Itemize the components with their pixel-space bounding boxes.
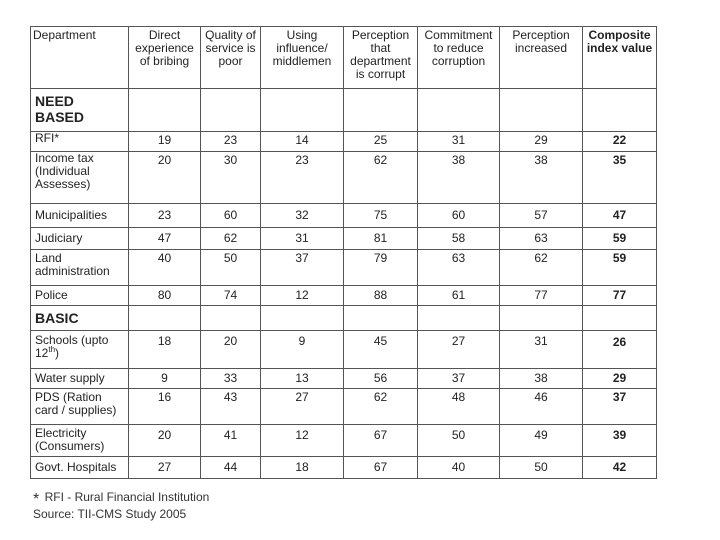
composite-index-value: 37 — [583, 389, 657, 425]
quality-poor-value: 20 — [201, 331, 261, 369]
perception-corrupt-value: 25 — [344, 132, 418, 152]
composite-index-value: 26 — [583, 331, 657, 369]
header-commitment: Commitment to reduce corruption — [418, 27, 500, 89]
quality-poor-value: 23 — [201, 132, 261, 152]
quality-poor-value: 41 — [201, 425, 261, 457]
table-row — [31, 369, 657, 389]
perception-increased-value: 49 — [500, 425, 583, 457]
department-name: Income tax (Individual Assesses) — [31, 152, 129, 204]
commitment-value: 40 — [418, 457, 500, 479]
perception-corrupt-value: 81 — [344, 228, 418, 250]
perception-increased-value: 29 — [500, 132, 583, 152]
composite-index-value: 35 — [583, 152, 657, 204]
header-perception-increased: Perception increased — [500, 27, 583, 89]
quality-poor-value: 50 — [201, 250, 261, 286]
composite-index-value: 77 — [583, 286, 657, 306]
commitment-value: 60 — [418, 204, 500, 228]
quality-poor-value: 44 — [201, 457, 261, 479]
header-department: Department — [31, 27, 129, 89]
section-row-basic — [31, 306, 657, 331]
table-row — [31, 457, 657, 479]
perception-corrupt-value: 67 — [344, 457, 418, 479]
using-influence-value: 18 — [261, 457, 344, 479]
perception-increased-value: 46 — [500, 389, 583, 425]
direct-experience-value: 20 — [129, 152, 201, 204]
using-influence-value: 27 — [261, 389, 344, 425]
department-name: Water supply — [31, 369, 129, 389]
commitment-value: 63 — [418, 250, 500, 286]
department-name: Police — [31, 286, 129, 306]
perception-corrupt-value: 62 — [344, 389, 418, 425]
using-influence-value: 9 — [261, 331, 344, 369]
department-name: Govt. Hospitals — [31, 457, 129, 479]
table-row — [31, 228, 657, 250]
department-name-superscript: th — [48, 345, 56, 354]
department-name: RFI* — [31, 132, 129, 152]
table-row — [31, 250, 657, 286]
perception-corrupt-value: 88 — [344, 286, 418, 306]
composite-index-value: 47 — [583, 204, 657, 228]
composite-index-value: 42 — [583, 457, 657, 479]
composite-index-value: 22 — [583, 132, 657, 152]
using-influence-value: 32 — [261, 204, 344, 228]
quality-poor-value: 33 — [201, 369, 261, 389]
department-name: Municipalities — [31, 204, 129, 228]
direct-experience-value: 18 — [129, 331, 201, 369]
department-name: Judiciary — [31, 228, 129, 250]
quality-poor-value: 43 — [201, 389, 261, 425]
header-using-influence: Using influence/ middlemen — [261, 27, 344, 89]
commitment-value: 61 — [418, 286, 500, 306]
quality-poor-value: 30 — [201, 152, 261, 204]
table-row — [31, 331, 657, 369]
footnote-source: Source: TII-CMS Study 2005 — [33, 507, 187, 521]
commitment-value: 48 — [418, 389, 500, 425]
perception-increased-value: 50 — [500, 457, 583, 479]
department-name: Electricity (Consumers) — [31, 425, 129, 457]
direct-experience-value: 47 — [129, 228, 201, 250]
direct-experience-value: 20 — [129, 425, 201, 457]
department-name: Land administration — [31, 250, 129, 286]
direct-experience-value: 27 — [129, 457, 201, 479]
header-row — [31, 27, 657, 89]
department-name — [31, 331, 129, 369]
perception-corrupt-value: 75 — [344, 204, 418, 228]
header-perception-corrupt: Perception that department is corrupt — [344, 27, 418, 89]
perception-corrupt-value: 62 — [344, 152, 418, 204]
section-label-basic: BASIC — [31, 306, 129, 331]
quality-poor-value: 74 — [201, 286, 261, 306]
composite-index-value: 59 — [583, 228, 657, 250]
department-name-suffix: ) — [55, 346, 60, 360]
table-row — [31, 389, 657, 425]
direct-experience-value: 40 — [129, 250, 201, 286]
table-row — [31, 425, 657, 457]
table-row — [31, 286, 657, 306]
using-influence-value: 13 — [261, 369, 344, 389]
perception-corrupt-value: 45 — [344, 331, 418, 369]
perception-corrupt-value: 79 — [344, 250, 418, 286]
footnote-asterisk: * — [33, 491, 40, 508]
department-name-prefix: Schools (upto 12 — [35, 333, 109, 360]
commitment-value: 27 — [418, 331, 500, 369]
commitment-value: 50 — [418, 425, 500, 457]
using-influence-value: 23 — [261, 152, 344, 204]
perception-increased-value: 77 — [500, 286, 583, 306]
commitment-value: 31 — [418, 132, 500, 152]
using-influence-value: 12 — [261, 286, 344, 306]
perception-increased-value: 38 — [500, 152, 583, 204]
using-influence-value: 31 — [261, 228, 344, 250]
composite-index-value: 39 — [583, 425, 657, 457]
section-row-need-based — [31, 89, 657, 132]
quality-poor-value: 62 — [201, 228, 261, 250]
perception-increased-value: 31 — [500, 331, 583, 369]
table-row — [31, 132, 657, 152]
commitment-value: 38 — [418, 152, 500, 204]
perception-increased-value: 38 — [500, 369, 583, 389]
corruption-index-table — [30, 26, 657, 479]
table-row — [31, 152, 657, 204]
quality-poor-value: 60 — [201, 204, 261, 228]
footnote-rfi-text: RFI - Rural Financial Institution — [44, 490, 210, 504]
commitment-value: 58 — [418, 228, 500, 250]
using-influence-value: 12 — [261, 425, 344, 457]
table-row — [31, 204, 657, 228]
department-name: PDS (Ration card / supplies) — [31, 389, 129, 425]
header-quality-poor: Quality of service is poor — [201, 27, 261, 89]
perception-corrupt-value: 56 — [344, 369, 418, 389]
composite-index-value: 29 — [583, 369, 657, 389]
header-composite-index: Composite index value — [583, 27, 657, 89]
header-direct-experience: Direct experience of bribing — [129, 27, 201, 89]
direct-experience-value: 23 — [129, 204, 201, 228]
direct-experience-value: 80 — [129, 286, 201, 306]
perception-increased-value: 62 — [500, 250, 583, 286]
commitment-value: 37 — [418, 369, 500, 389]
perception-corrupt-value: 67 — [344, 425, 418, 457]
using-influence-value: 37 — [261, 250, 344, 286]
direct-experience-value: 19 — [129, 132, 201, 152]
direct-experience-value: 9 — [129, 369, 201, 389]
section-label-need-based: NEED BASED — [31, 89, 129, 132]
perception-increased-value: 57 — [500, 204, 583, 228]
composite-index-value: 59 — [583, 250, 657, 286]
perception-increased-value: 63 — [500, 228, 583, 250]
direct-experience-value: 16 — [129, 389, 201, 425]
using-influence-value: 14 — [261, 132, 344, 152]
